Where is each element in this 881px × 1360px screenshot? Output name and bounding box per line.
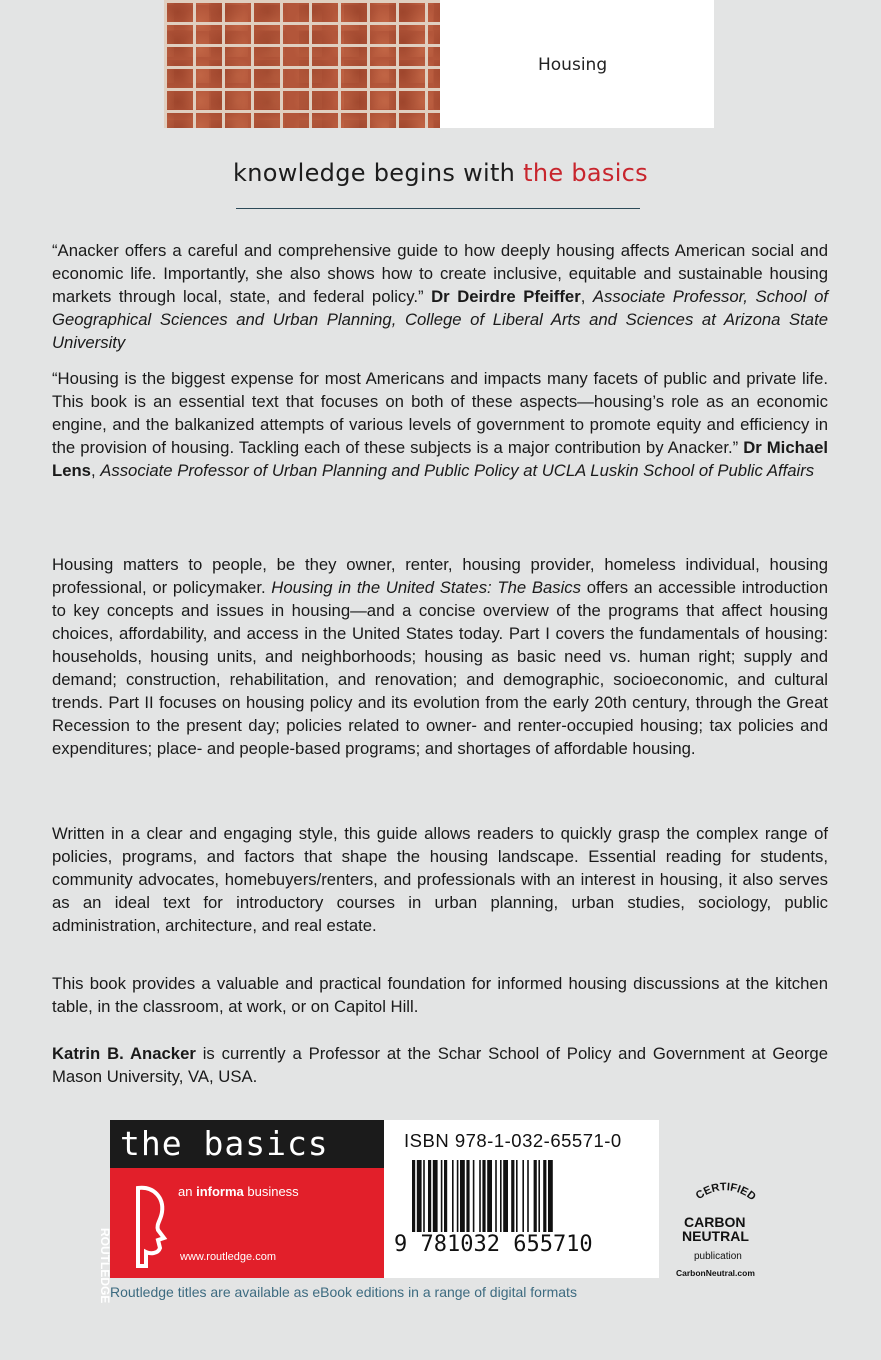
- tagline-highlight: the basics: [523, 159, 648, 187]
- tagline: [0, 159, 881, 187]
- barcode-bar: [417, 1160, 422, 1232]
- author-name: Katrin B. Anacker: [52, 1044, 196, 1063]
- cover-top-panel: [164, 0, 714, 128]
- barcode-bar: [534, 1160, 537, 1232]
- barcode-bar: [487, 1160, 492, 1232]
- carbon-word: CARBON: [684, 1214, 746, 1230]
- endorser-name: Dr Michael Lens: [52, 438, 828, 480]
- barcode-bar: [500, 1160, 502, 1232]
- barcode-bar: [460, 1160, 465, 1232]
- barcode-bar: [543, 1160, 546, 1232]
- barcode-bar: [433, 1160, 438, 1232]
- barcode-bar: [452, 1160, 454, 1232]
- barcode-bar: [423, 1160, 425, 1232]
- carbon-certified: CERTIFIED: [693, 1181, 758, 1204]
- description-paragraph-1: [52, 553, 828, 760]
- series-title-box: [440, 0, 714, 128]
- barcode-bar: [516, 1160, 518, 1232]
- series-label-bar: [110, 1120, 384, 1168]
- routledge-wordmark: ROUTLEDGE: [98, 1228, 112, 1304]
- publication-word: publication: [694, 1251, 742, 1262]
- informa-suffix: business: [243, 1184, 299, 1199]
- barcode-bar: [495, 1160, 497, 1232]
- barcode-bar: [444, 1160, 447, 1232]
- isbn-block: [384, 1120, 659, 1278]
- neutral-word: NEUTRAL: [682, 1228, 749, 1244]
- barcode-bar: [527, 1160, 529, 1232]
- barcode-bar: [548, 1160, 553, 1232]
- description-text: Housing matters to people, be they owner, renter, housing provider, homeless individual, housing professional, or policymaker.: [52, 555, 828, 597]
- endorser-affiliation: Associate Professor, School of Geographical Sciences and Urban Planning, College of Liberal Arts and Sciences at Arizona State University: [52, 287, 828, 352]
- barcode-bar: [412, 1160, 415, 1232]
- series-label: the basics: [120, 1124, 329, 1163]
- routledge-head-icon: [118, 1182, 170, 1268]
- description-text: This book provides a valuable and practical foundation for informed housing discussions at the kitchen table, in the classroom, at work, or on Capitol Hill.: [52, 974, 828, 1016]
- endorser-name: Dr Deirdre Pfeiffer: [431, 287, 581, 306]
- author-bio-text: is currently a Professor at the Schar School of Policy and Government at George Mason University, VA, USA.: [52, 1044, 828, 1086]
- publisher-website: www.routledge.com: [180, 1251, 276, 1263]
- barcode-bar: [511, 1160, 514, 1232]
- endorser-affiliation: Associate Professor of Urban Planning and Public Policy at UCLA Luskin School of Public Affairs: [100, 461, 815, 480]
- ebook-note: Routledge titles are available as eBook editions in a range of digital formats: [110, 1284, 577, 1300]
- brick-wall-image: [164, 0, 440, 128]
- barcode-bar: [522, 1160, 524, 1232]
- barcode-bar: [473, 1160, 475, 1232]
- description-text: Written in a clear and engaging style, this guide allows readers to quickly grasp the complex range of policies, programs, and factors that shape the housing landscape. Essential reading for students, community advocates, homebuyers/renters, and professionals with an interest in housing, it also serves as an ideal text for introductory courses in urban planning, urban studies, sociology, public administration, architecture, and real estate.: [52, 824, 828, 935]
- informa-bold: informa: [196, 1184, 244, 1199]
- svg-text:CERTIFIED: [694, 1181, 758, 1203]
- endorsement-quote: “Anacker offers a careful and comprehensive guide to how deeply housing affects American social and economic life. Importantly, she also shows how to create inclusive, equitable and sustainable housing markets through local, state, and federal policy.”: [52, 241, 828, 306]
- author-bio: [52, 1042, 828, 1088]
- endorsement-2: “Housing is the biggest expense for most Americans and impacts many facets of public and private life. This book is an essential text that focuses on both of these aspects—housing’s role as an economic engine, and the balkanized attempts of various levels of government to promote equity and efficiency in the provision of housing. Tackling each of these subjects is a major contribution by Anacker.” Dr Michael Lens, Associate Professor of Urban Planning and Public Policy at UCLA Luskin School of Public Affairs: [52, 369, 828, 480]
- informa-line: [178, 1184, 299, 1199]
- barcode-bar: [428, 1160, 431, 1232]
- description-paragraph-2: [52, 822, 828, 937]
- barcode-bar: [482, 1160, 485, 1232]
- tagline-lead: knowledge begins with: [233, 159, 516, 187]
- informa-prefix: an: [178, 1184, 197, 1199]
- book-title-italic: Housing in the United States: The Basics: [271, 578, 581, 597]
- description-text: offers an accessible introduction to key concepts and issues in housing—and a concise overview of the programs that affect housing choices, affordability, and access in the United States today. Part I covers the fundamentals of housing: households, housing units, and neighborhoods; housing as basic need vs. human right; supply and demand; construction, rehabilitation, and renovation; and demographic, socioeconomic, and cultural trends. Part II focuses on housing policy and its evolution from the early 20th century, through the Great Recession to the present day; policies related to owner- and renter-occupied housing; tax policies and expenditures; place- and people-based programs; and shortages of affordable housing.: [52, 578, 828, 758]
- barcode-bar: [479, 1160, 481, 1232]
- divider: [236, 208, 640, 209]
- barcode-bar: [503, 1160, 508, 1232]
- isbn-label: ISBN 978-1-032-65571-0: [404, 1130, 622, 1151]
- endorsement-1: “Anacker offers a careful and comprehensive guide to how deeply housing affects American social and economic life. Importantly, she also shows how to create inclusive, equitable and sustainable housing markets through local, state, and federal policy.” Dr Deirdre Pfeiffer, Associate Professor, School of Geographical Sciences and Urban Planning, College of Liberal Arts and Sciences at Arizona State University: [52, 241, 828, 352]
- barcode-bar: [466, 1160, 469, 1232]
- endorsement-quote: “Housing is the biggest expense for most Americans and impacts many facets of public and private life. This book is an essential text that focuses on both of these aspects—housing’s role as an economic engine, and the balkanized attempts of various levels of government to promote equity and efficiency in the provision of housing. Tackling each of these subjects is a major contribution by Anacker.”: [52, 369, 828, 457]
- barcode-bar: [441, 1160, 443, 1232]
- carbon-url: CarbonNeutral.com: [676, 1268, 755, 1278]
- barcode-bar: [538, 1160, 540, 1232]
- barcode-digits: 9 781032 655710: [394, 1232, 593, 1257]
- description-paragraph-3: [52, 972, 828, 1018]
- series-title: Housing: [538, 55, 608, 75]
- barcode-bar: [457, 1160, 459, 1232]
